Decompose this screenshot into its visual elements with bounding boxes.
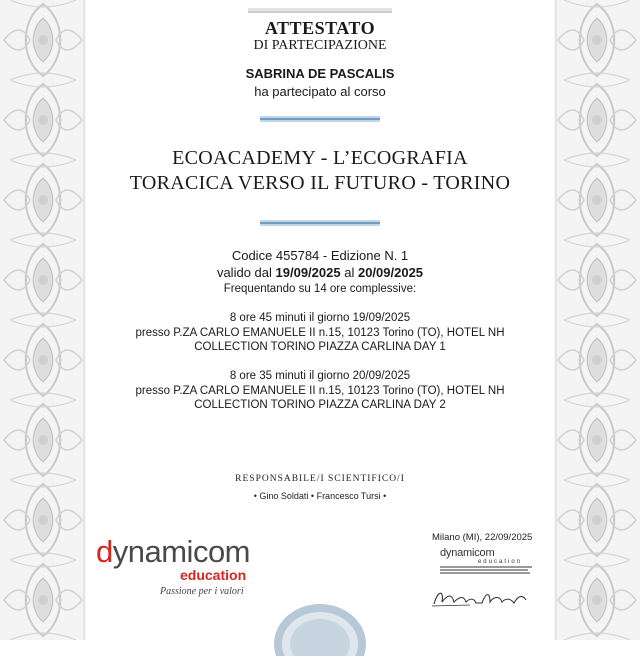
session-block — [0, 369, 640, 413]
participant-name: SABRINA DE PASCALIS — [245, 66, 395, 81]
valid-from-date: 19/09/2025 — [275, 265, 341, 280]
session-location: presso P.ZA CARLO EMANUELE II n.15, 10123 Torino (TO), HOTEL NH — [135, 326, 505, 339]
session-block — [0, 311, 640, 355]
responsible-names: • Gino Soldati • Francesco Tursi • — [253, 491, 387, 501]
session-venue: COLLECTION TORINO PIAZZA CARLINA DAY 2 — [194, 399, 446, 411]
certificate-subtitle: DI PARTECIPAZIONE — [253, 38, 387, 53]
logo-education: education — [180, 567, 247, 583]
stamp-sub: education — [477, 559, 522, 565]
bottom-seal — [270, 596, 370, 656]
signature — [430, 586, 530, 608]
valid-prefix: valido dal — [216, 265, 272, 280]
session-location: presso P.ZA CARLO EMANUELE II n.15, 10123 Torino (TO), HOTEL NH — [135, 384, 505, 397]
certificate-title: ATTESTATO — [264, 18, 376, 38]
place-date: Milano (MI), 22/09/2025 — [432, 532, 533, 543]
divider-top — [260, 116, 380, 122]
course-title-line-1: ECOACADEMY - L’ECOGRAFIA — [172, 147, 468, 169]
responsible-title: RESPONSABILE/I SCIENTIFICO/I — [235, 474, 405, 484]
session-duration: 8 ore 45 minuti il giorno 19/09/2025 — [229, 312, 411, 324]
company-stamp — [440, 548, 532, 584]
attended-text: ha partecipato al corso — [254, 84, 386, 99]
session-venue: COLLECTION TORINO PIAZZA CARLINA DAY 1 — [194, 341, 446, 353]
valid-to-date: 20/09/2025 — [357, 265, 424, 280]
top-ornament — [248, 3, 392, 11]
course-title — [0, 146, 640, 196]
stamp-name: dynamicom — [440, 547, 495, 559]
logo-wordmark: dynamicom — [96, 534, 251, 569]
validity-line — [0, 265, 640, 280]
total-hours: Frequentando su 14 ore complessive: — [223, 283, 417, 295]
session-duration: 8 ore 35 minuti il giorno 20/09/2025 — [229, 370, 411, 382]
course-code: Codice 455784 - Edizione N. 1 — [231, 248, 409, 263]
stamp-address-lines — [440, 566, 532, 574]
divider-bottom — [260, 220, 380, 226]
valid-middle: al — [344, 265, 355, 280]
logo-tagline: Passione per i valori — [160, 586, 244, 597]
course-title-line-2: TORACICA VERSO IL FUTURO - TORINO — [129, 172, 511, 194]
